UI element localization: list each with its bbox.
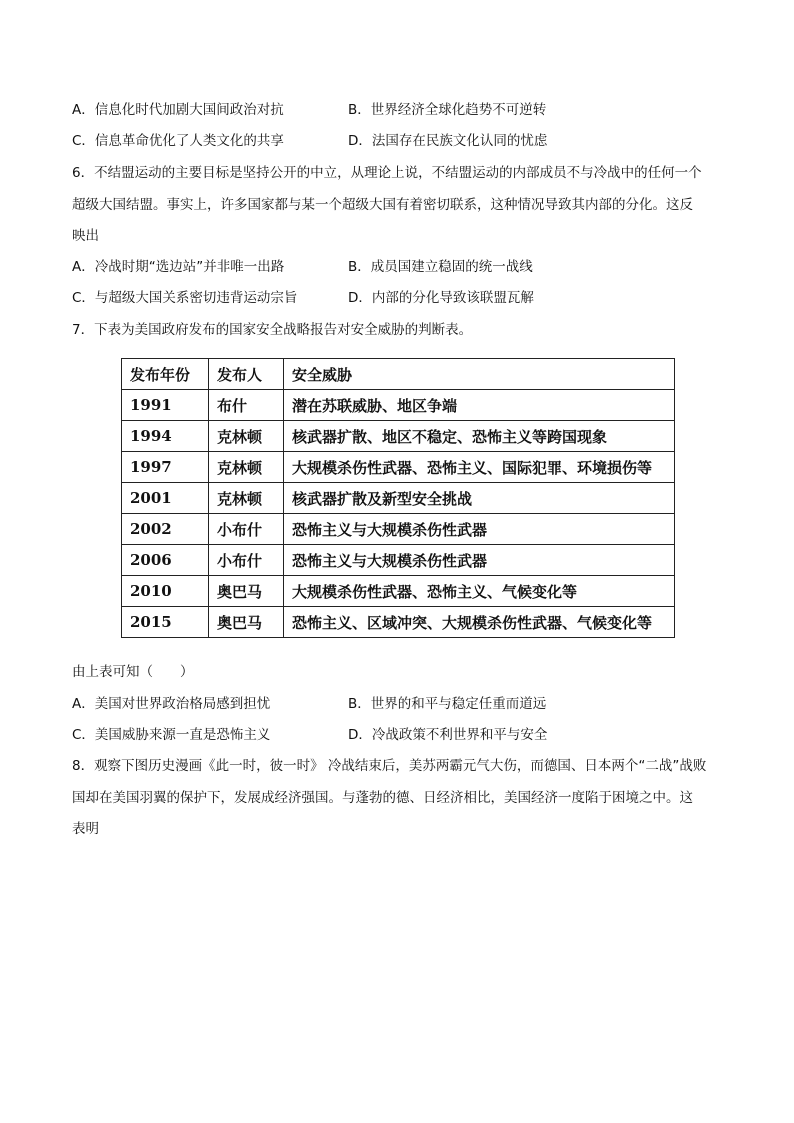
q6-stem-line-3: 映出 — [72, 228, 99, 244]
q6-option-d[interactable]: D．内部的分化导致该联盟瓦解 — [348, 290, 534, 306]
q7-option-c[interactable]: C．美国威胁来源一直是恐怖主义 — [72, 727, 271, 743]
q8-stem-line-3: 表明 — [72, 821, 99, 837]
security-threat-table — [121, 358, 675, 638]
cell-publisher: 奥巴马 — [209, 607, 284, 638]
table-row — [122, 514, 675, 545]
cell-threat: 潜在苏联威胁、地区争端 — [284, 390, 675, 421]
cell-threat: 恐怖主义与大规模杀伤性武器 — [284, 514, 675, 545]
table-row — [122, 545, 675, 576]
cell-year: 2006 — [122, 545, 209, 576]
table-row — [122, 607, 675, 638]
q6-stem-line-1: 6．不结盟运动的主要目标是坚持公开的中立，从理论上说，不结盟运动的内部成员不与冷战中的任何一个 — [72, 165, 702, 181]
cell-threat: 恐怖主义与大规模杀伤性武器 — [284, 545, 675, 576]
cell-year: 2001 — [122, 483, 209, 514]
cell-publisher: 奥巴马 — [209, 576, 284, 607]
cell-publisher: 克林顿 — [209, 421, 284, 452]
q5-option-c[interactable]: C．信息革命优化了人类文化的共享 — [72, 133, 284, 149]
q7-conclusion: 由上表可知（ ） — [72, 664, 194, 680]
cell-publisher: 小布什 — [209, 514, 284, 545]
table-row — [122, 576, 675, 607]
cell-year: 2010 — [122, 576, 209, 607]
q7-option-d[interactable]: D．冷战政策不利世界和平与安全 — [348, 727, 548, 743]
q6-option-a[interactable]: A．冷战时期“选边站”并非唯一出路 — [72, 259, 285, 275]
column-header-threat: 安全威胁 — [284, 359, 675, 390]
cell-year: 2002 — [122, 514, 209, 545]
cell-year: 1991 — [122, 390, 209, 421]
q6-option-c[interactable]: C．与超级大国关系密切违背运动宗旨 — [72, 290, 298, 306]
q5-option-b[interactable]: B．世界经济全球化趋势不可逆转 — [348, 102, 547, 118]
q8-stem-line-2: 国却在美国羽翼的保护下，发展成经济强国。与蓬勃的德、日经济相比，美国经济一度陷于困境之中。这 — [72, 790, 693, 806]
cell-year: 1997 — [122, 452, 209, 483]
cell-year: 1994 — [122, 421, 209, 452]
cell-year: 2015 — [122, 607, 209, 638]
q5-option-d[interactable]: D．法国存在民族文化认同的忧虑 — [348, 133, 548, 149]
table-row — [122, 483, 675, 514]
cell-threat: 大规模杀伤性武器、恐怖主义、国际犯罪、环境损伤等 — [284, 452, 675, 483]
table-row — [122, 390, 675, 421]
table-row — [122, 452, 675, 483]
column-header-year: 发布年份 — [122, 359, 209, 390]
table-header-row — [122, 359, 675, 390]
cell-publisher: 布什 — [209, 390, 284, 421]
cell-threat: 核武器扩散、地区不稳定、恐怖主义等跨国现象 — [284, 421, 675, 452]
q5-option-a[interactable]: A．信息化时代加剧大国间政治对抗 — [72, 102, 284, 118]
cell-threat: 恐怖主义、区域冲突、大规模杀伤性武器、气候变化等 — [284, 607, 675, 638]
q6-stem-line-2: 超级大国结盟。事实上，许多国家都与某一个超级大国有着密切联系，这种情况导致其内部的分化。这反 — [72, 197, 693, 213]
cell-threat: 大规模杀伤性武器、恐怖主义、气候变化等 — [284, 576, 675, 607]
cell-threat: 核武器扩散及新型安全挑战 — [284, 483, 675, 514]
cell-publisher: 克林顿 — [209, 452, 284, 483]
q7-option-a[interactable]: A．美国对世界政治格局感到担忧 — [72, 696, 271, 712]
q7-stem: 7．下表为美国政府发布的国家安全战略报告对安全威胁的判断表。 — [72, 322, 473, 338]
table-row — [122, 421, 675, 452]
q6-option-b[interactable]: B．成员国建立稳固的统一战线 — [348, 259, 533, 275]
cell-publisher: 克林顿 — [209, 483, 284, 514]
q8-stem-line-1: 8．观察下图历史漫画《此一时，彼一时》 冷战结束后，美苏两霸元气大伤，而德国、日本两个“二战”战败 — [72, 758, 707, 774]
cell-publisher: 小布什 — [209, 545, 284, 576]
column-header-publisher: 发布人 — [209, 359, 284, 390]
q7-option-b[interactable]: B．世界的和平与稳定任重而道远 — [348, 696, 547, 712]
